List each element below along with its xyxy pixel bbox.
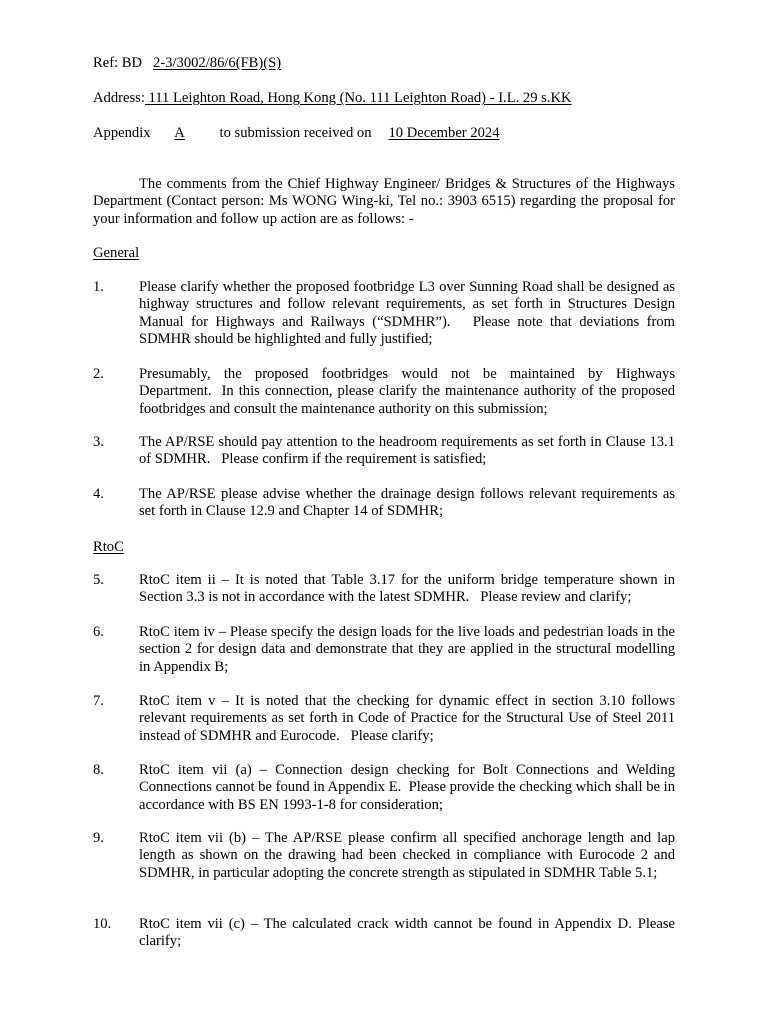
item-text: RtoC item vii (b) – The AP/RSE please confirm all specified anchorage length and lap length as shown on the drawing had been checked in compliance with Eurocode 2 and SDMHR, in particular adopting the concrete strength as stipulated in SDMHR Table 5.1;	[139, 830, 675, 881]
item-text: RtoC item vii (a) – Connection design checking for Bolt Connections and Welding Connections cannot be found in Appendix E. Please provide the checking which shall be in accordance with BS EN 1993-1-8 for consideration;	[139, 762, 675, 813]
item-text: RtoC item v – It is noted that the checking for dynamic effect in section 3.10 follows relevant requirements as set forth in Code of Practice for the Structural Use of Steel 2011 instead of SDMHR and Eurocode. Please clarify;	[139, 693, 675, 744]
item-number: 8.	[93, 762, 104, 778]
appendix-line	[93, 125, 505, 142]
ref-label: Ref: BD	[93, 55, 143, 71]
list-item	[93, 624, 675, 676]
address-line	[93, 90, 572, 107]
section-heading-general: General	[93, 245, 140, 261]
item-number: 3.	[93, 434, 104, 450]
appendix-label: Appendix	[93, 125, 151, 141]
list-item	[93, 434, 675, 469]
item-number: 9.	[93, 830, 104, 846]
item-text: RtoC item vii (c) – The calculated crack width cannot be found in Appendix D. Please clarify;	[139, 916, 675, 950]
appendix-value: A	[174, 125, 185, 141]
item-text: The AP/RSE should pay attention to the headroom requirements as set forth in Clause 13.1 of SDMHR. Please confirm if the requirement is satisfied;	[139, 434, 675, 468]
item-number: 2.	[93, 366, 104, 382]
intro-text: The comments from the Chief Highway Engineer/ Bridges & Structures of the Highways Department (Contact person: Ms WONG Wing-ki, Tel no.: 3903 6515) regarding the proposal for your information and follow up action are as follows: -	[93, 176, 675, 227]
address-value: 111 Leighton Road, Hong Kong (No. 111 Leighton Road) - I.L. 29 s.KK	[144, 90, 572, 106]
item-number: 5.	[93, 572, 104, 588]
section-heading-rtoc: RtoC	[93, 539, 124, 555]
list-item	[93, 486, 675, 521]
ref-value: 2-3/3002/86/6(FB)(S)	[153, 55, 282, 71]
item-number: 1.	[93, 279, 104, 295]
reference-line	[93, 55, 281, 72]
address-label: Address:	[93, 90, 145, 106]
list-item	[93, 693, 675, 745]
item-number: 10.	[93, 916, 112, 932]
item-text: The AP/RSE please advise whether the drainage design follows relevant requirements as set forth in Clause 12.9 and Chapter 14 of SDMHR;	[139, 486, 675, 520]
item-text: RtoC item iv – Please specify the design loads for the live loads and pedestrian loads in the section 2 for design data and demonstrate that they are applied in the structural modelling in Appendix B;	[139, 624, 675, 675]
item-number: 7.	[93, 693, 104, 709]
list-item	[93, 762, 675, 814]
item-text: Please clarify whether the proposed footbridge L3 over Sunning Road shall be designed as highway structures and follow relevant requirements, as set forth in Structures Design Manual for Highways and Railways (“SDMHR”). Please note that deviations from SDMHR should be highlighted and fully justified;	[139, 279, 675, 348]
list-item	[93, 279, 675, 349]
submission-date: 10 December 2024	[388, 125, 500, 141]
item-text: Presumably, the proposed footbridges would not be maintained by Highways Department. In this connection, please clarify the maintenance authority of the proposed footbridges and consult the maintenance authority on this submission;	[139, 366, 675, 417]
list-item	[93, 916, 675, 951]
appendix-mid-text: to submission received on	[219, 125, 372, 141]
list-item	[93, 366, 675, 418]
list-item	[93, 572, 675, 607]
intro-paragraph	[93, 176, 675, 228]
item-number: 4.	[93, 486, 104, 502]
item-number: 6.	[93, 624, 104, 640]
item-text: RtoC item ii – It is noted that Table 3.17 for the uniform bridge temperature shown in Section 3.3 is not in accordance with the latest SDMHR. Please review and clarify;	[139, 572, 675, 606]
list-item	[93, 830, 675, 882]
